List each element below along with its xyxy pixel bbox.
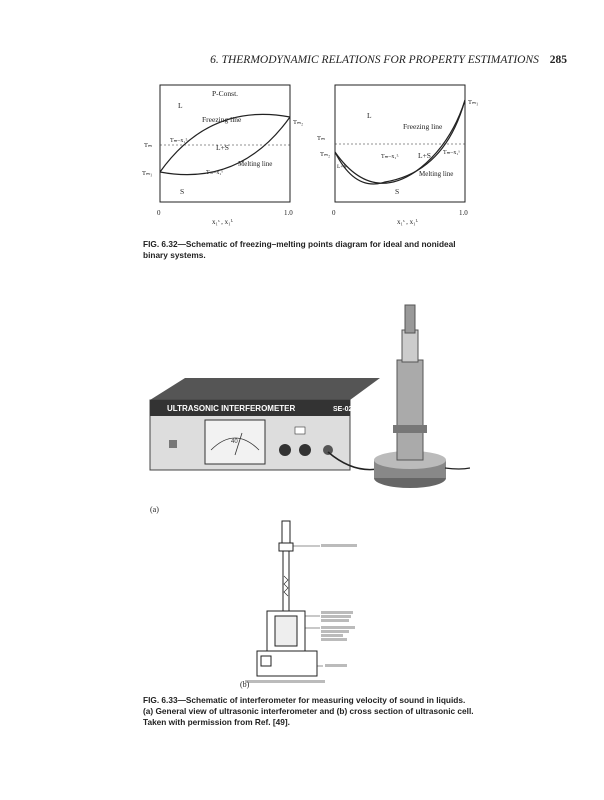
tm1-label: Tₘ₁ [468, 99, 479, 106]
fig-6-33-caption [143, 695, 483, 728]
tm-xl-label: Tₘ–x₁ᴸ [381, 154, 399, 160]
freezing-line-label: Freezing line [202, 115, 242, 124]
two-phase-label: L+S [418, 151, 431, 160]
page-number: 285 [549, 54, 567, 66]
tm2-label: Tₘ₂ [293, 119, 304, 126]
chapter-title: 6. THERMODYNAMIC RELATIONS FOR PROPERTY ESTIMATIONS [210, 54, 539, 66]
panel-a-label: (a) [150, 505, 159, 514]
liquid-region-label: L [178, 101, 183, 110]
tm-label: Tₘ [144, 142, 153, 149]
pressure-label: P-Const. [212, 89, 239, 98]
tm2-label: Tₘ₂ [320, 151, 331, 158]
meter-reading: 40 [231, 439, 238, 445]
melting-line-label: Melting line [419, 170, 454, 178]
x-axis-end: 1.0 [284, 209, 293, 217]
panel-b-label: (b) [240, 680, 250, 689]
x-axis-label: x₁ˢ , x₁ᴸ [397, 218, 419, 226]
caption-line: Taken with permission from Ref. [49]. [143, 717, 290, 727]
ideal-phase-diagram [140, 82, 310, 232]
solid-region-label: S [180, 187, 185, 196]
two-phase-small-label: L+S [337, 164, 347, 170]
x-axis-start: 0 [157, 209, 161, 217]
tm-xl-label: Tₘ–x₁ᴸ [170, 138, 188, 144]
tm-xs-label: Tₘ–x₁ˢ [443, 150, 460, 156]
ultrasonic-cell-cross-section [235, 516, 385, 686]
x-axis-end: 1.0 [459, 209, 468, 217]
tm-xs-label: Tₘ–x₁ˢ [206, 170, 223, 176]
solid-region-label: S [395, 187, 400, 196]
device-model: SE-02 [333, 406, 353, 413]
melting-line-label: Melting line [238, 160, 273, 168]
liquid-region-label: L [367, 111, 372, 120]
two-phase-label: L+S [216, 143, 229, 152]
x-axis-label: x₁ˢ , x₁ᴸ [212, 218, 234, 226]
caption-line: FIG. 6.33—Schematic of interferometer for measuring velocity of sound in liquids. [143, 695, 466, 705]
tm-label: Tₘ [317, 135, 326, 142]
caption-line: FIG. 6.32—Schematic of freezing–melting points diagram for ideal and nonideal [143, 239, 456, 249]
x-axis-start: 0 [332, 209, 336, 217]
nonideal-phase-diagram [315, 82, 490, 232]
interferometer-photo [145, 300, 470, 505]
caption-line: (a) General view of ultrasonic interferometer and (b) cross section of ultrasonic cell. [143, 706, 474, 716]
device-name: ULTRASONIC INTERFEROMETER [167, 404, 296, 413]
freezing-line-label: Freezing line [403, 122, 443, 131]
caption-line: binary systems. [143, 250, 206, 260]
fig-6-32-caption [143, 239, 473, 261]
running-header [0, 54, 567, 66]
tm1-label: Tₘ₁ [142, 170, 153, 177]
